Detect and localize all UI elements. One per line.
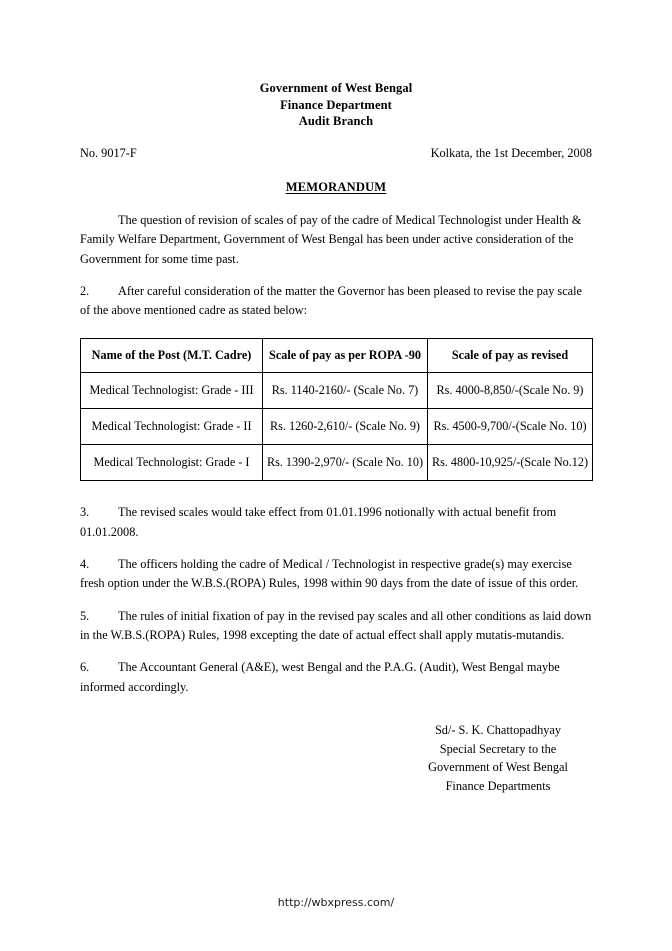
paragraph-4-text: The officers holding the cadre of Medical / Technologist in respective grade(s) may exercise fresh option under the W.B.S.(ROPA) Rules, 1998 within 90 days from the date of issue of this order. [80,557,579,591]
paragraph-2 [80,282,592,321]
cell-revised-grade-1: Rs. 4800-10,925/-(Scale No.12) [428,445,593,481]
cell-ropa90-grade-2: Rs. 1260-2,610/- (Scale No. 9) [263,409,428,445]
table-header-post: Name of the Post (M.T. Cadre) [81,339,263,373]
letterhead-line-branch: Audit Branch [298,114,374,128]
table-row [81,373,593,409]
cell-ropa90-grade-1: Rs. 1390-2,970/- (Scale No. 10) [263,445,428,481]
table-row [81,409,593,445]
place-and-date: Kolkata, the 1st December, 2008 [430,146,592,160]
paragraph-5 [80,607,592,646]
memo-number: No. 9017-F [80,146,137,160]
document-body [80,211,592,710]
memorandum-heading [0,180,672,195]
table-header-row [81,339,593,373]
paragraph-3 [80,503,592,542]
table-row [81,445,593,481]
table-header-ropa90: Scale of pay as per ROPA -90 [263,339,428,373]
cell-revised-grade-2: Rs. 4500-9,700/-(Scale No. 10) [428,409,593,445]
letterhead-line-department: Finance Department [280,97,392,112]
paragraph-2-number: 2. [80,283,90,298]
cell-post-grade-2: Medical Technologist: Grade - II [81,409,263,445]
letterhead-line-government: Government of West Bengal [259,81,413,95]
reference-line [80,146,592,161]
cell-revised-grade-3: Rs. 4000-8,850/-(Scale No. 9) [428,373,593,409]
paragraph-5-number: 5. [80,608,90,623]
signature-block [392,721,604,795]
paragraph-2-text: After careful consideration of the matter the Governor has been pleased to revise the pay scale of the above mentioned cadre as stated below: [80,283,583,318]
cell-ropa90-grade-3: Rs. 1140-2160/- (Scale No. 7) [263,373,428,409]
signatory-designation: Special Secretary to the [439,741,557,756]
signatory-name: Sd/- S. K. Chattopadhyay [434,723,562,737]
paragraph-4-number: 4. [80,557,90,572]
paragraph-4 [80,555,592,594]
paragraph-intro-text: The question of revision of scales of pay of the cadre of Medical Technologist under Health & Family Welfare Department, Government of West Bengal has been under active consideration of the Government for some time past. [80,213,582,266]
paragraph-intro [80,211,592,269]
paragraph-6-text: The Accountant General (A&E), west Bengal and the P.A.G. (Audit), West Bengal maybe informed accordingly. [80,660,560,694]
paragraph-5-text: The rules of initial fixation of pay in the revised pay scales and all other conditions as laid down in the W.B.S.(ROPA) Rules, 1998 excepting the date of actual effect shall apply mutatis-mutandis. [80,608,592,642]
pay-scale-table [80,338,593,481]
footer-url-text: http://wbxpress.com/ [277,896,395,909]
cell-post-grade-3: Medical Technologist: Grade - III [81,373,263,409]
signatory-government: Government of West Bengal [428,760,568,774]
cell-post-grade-1: Medical Technologist: Grade - I [81,445,263,481]
paragraph-6-number: 6. [80,660,90,675]
paragraph-3-number: 3. [80,505,90,520]
footer-source-url [0,896,672,909]
paragraph-6 [80,658,592,697]
memorandum-heading-text: MEMORANDUM [285,180,387,194]
paragraph-3-text: The revised scales would take effect from 01.01.1996 notionally with actual benefit from 01.01.2008. [80,505,557,539]
signatory-department: Finance Departments [445,778,551,793]
letterhead [0,80,672,130]
table-header-revised: Scale of pay as revised [428,339,593,373]
